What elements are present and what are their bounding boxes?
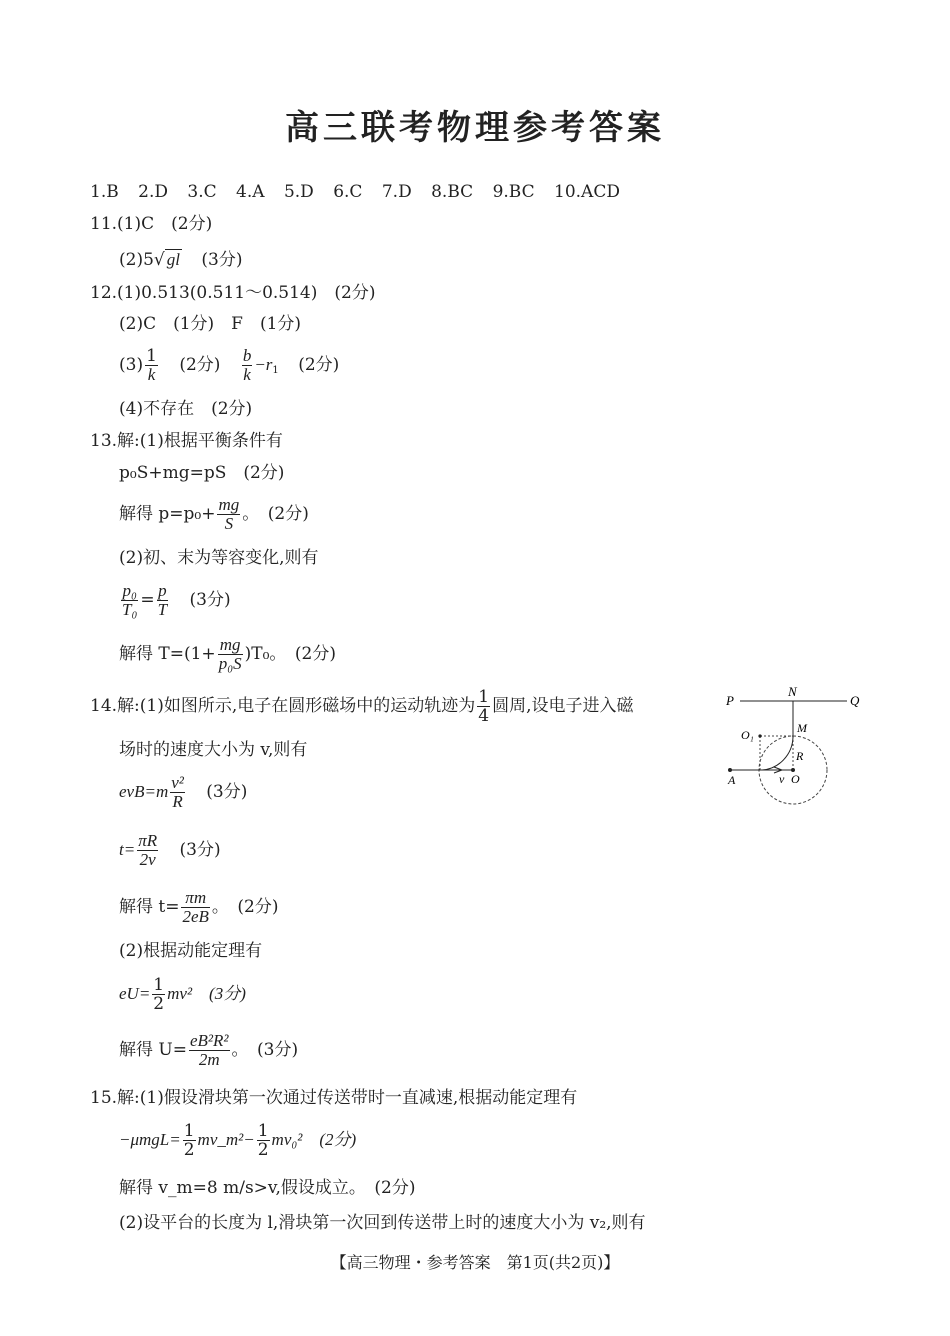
denominator: 2 bbox=[153, 994, 165, 1014]
denominator: T bbox=[157, 600, 168, 619]
subscript: 1 bbox=[272, 365, 279, 376]
q14-line1 bbox=[90, 688, 633, 725]
fraction bbox=[218, 636, 243, 673]
denominator: 2 bbox=[183, 1140, 195, 1160]
denominator: T₀ bbox=[122, 600, 138, 619]
label-o: O bbox=[791, 772, 800, 786]
numerator: mg bbox=[218, 495, 240, 514]
answer-4: 4.A bbox=[236, 182, 265, 202]
q15-line1: 15.解:(1)假设滑块第一次通过传送带时一直减速,根据动能定理有 bbox=[90, 1088, 578, 1108]
q12-line2: (2)C (1分) F (1分) bbox=[119, 314, 302, 334]
fraction bbox=[181, 889, 209, 926]
q11-line1: 11.(1)C (2分) bbox=[90, 214, 213, 234]
denominator: S bbox=[224, 514, 234, 533]
q13-line4: (2)初、末为等容变化,则有 bbox=[119, 548, 319, 568]
expr: 解得 p=p₀+ bbox=[119, 504, 216, 524]
q12-line4: (4)不存在 (2分) bbox=[119, 399, 253, 419]
fraction bbox=[257, 1122, 270, 1159]
score: (3分) bbox=[189, 590, 231, 610]
score: mv² (3分) bbox=[167, 984, 246, 1003]
q13-line5 bbox=[119, 582, 231, 619]
numerator: mg bbox=[218, 636, 243, 655]
q15-line4: (2)设平台的长度为 l,滑块第一次回到传送带上时的速度大小为 v₂,则有 bbox=[119, 1213, 646, 1233]
fraction bbox=[170, 774, 185, 811]
numerator: p bbox=[158, 581, 167, 600]
fraction bbox=[189, 1032, 230, 1069]
point-a bbox=[728, 768, 732, 772]
answer-2: 2.D bbox=[138, 182, 168, 202]
score: )T₀。 (2分) bbox=[244, 644, 336, 664]
denominator: p₀S bbox=[218, 654, 242, 673]
answer-3: 3.C bbox=[187, 182, 217, 202]
numerator: p₀ bbox=[122, 581, 137, 600]
electron-arc bbox=[760, 736, 793, 770]
q13-line6 bbox=[119, 636, 336, 673]
q11-score: (3分) bbox=[201, 250, 243, 270]
q14-line8 bbox=[119, 1032, 298, 1069]
expr: −μmgL= bbox=[119, 1130, 181, 1149]
denominator: 2m bbox=[198, 1050, 220, 1069]
numerator: πR bbox=[138, 831, 158, 850]
label-o1: O₁ bbox=[741, 728, 754, 742]
expr: −r bbox=[254, 355, 273, 374]
denominator: R bbox=[172, 792, 183, 811]
fraction bbox=[242, 347, 253, 384]
denominator: k bbox=[147, 365, 156, 384]
fraction bbox=[183, 1122, 196, 1159]
expr: 解得 T=(1+ bbox=[119, 644, 216, 664]
expr: eU= bbox=[119, 984, 151, 1003]
numerator: 1 bbox=[183, 1121, 195, 1141]
q14-line5 bbox=[119, 889, 279, 926]
numerator: 1 bbox=[257, 1121, 269, 1141]
denominator: 2eB bbox=[182, 907, 209, 926]
q14-line3 bbox=[119, 774, 247, 811]
answer-8: 8.BC bbox=[431, 182, 474, 202]
numerator: 1 bbox=[146, 346, 157, 366]
q11-part2-label: (2)5 bbox=[119, 250, 154, 270]
q14-line6: (2)根据动能定理有 bbox=[119, 941, 263, 961]
answer-7: 7.D bbox=[381, 182, 412, 202]
expr: evB=m bbox=[119, 782, 169, 801]
fraction bbox=[121, 582, 138, 619]
answer-9: 9.BC bbox=[492, 182, 535, 202]
q11-radicand: gl bbox=[166, 250, 180, 269]
numerator: 1 bbox=[478, 687, 490, 707]
score: (2分) bbox=[298, 355, 340, 375]
denominator: 4 bbox=[478, 706, 490, 726]
score: 。 (3分) bbox=[231, 1040, 299, 1060]
q14-line7 bbox=[119, 976, 246, 1013]
score: mv₀² (2分) bbox=[271, 1130, 357, 1149]
answer-6: 6.C bbox=[333, 182, 363, 202]
expr: 解得 U= bbox=[119, 1040, 187, 1060]
text: 圆周,设电子进入磁 bbox=[492, 696, 634, 716]
fraction bbox=[477, 688, 490, 725]
answer-10: 10.ACD bbox=[554, 182, 620, 202]
fraction bbox=[217, 496, 240, 533]
numerator: eB²R² bbox=[189, 1031, 229, 1050]
denominator: k bbox=[243, 365, 251, 384]
q12-part3-label: (3) bbox=[119, 355, 144, 375]
fraction bbox=[137, 832, 158, 869]
label-p: P bbox=[726, 693, 734, 708]
numerator: πm bbox=[181, 889, 209, 908]
answers-1-10 bbox=[90, 181, 620, 203]
q13-line3 bbox=[119, 496, 309, 533]
fraction bbox=[145, 347, 158, 384]
q14-line4 bbox=[119, 832, 221, 869]
q15-line3: 解得 v_m=8 m/s>v,假设成立。 (2分) bbox=[119, 1178, 416, 1198]
q12-line3 bbox=[119, 347, 339, 384]
numerator: v² bbox=[171, 773, 184, 792]
score: (3分) bbox=[206, 782, 248, 802]
label-q: Q bbox=[850, 693, 860, 708]
magnetic-field-diagram bbox=[722, 684, 872, 809]
q13-line1: 13.解:(1)根据平衡条件有 bbox=[90, 431, 283, 451]
score: 。 (2分) bbox=[211, 897, 279, 917]
score: 。 (2分) bbox=[242, 504, 309, 524]
label-v: v bbox=[779, 772, 785, 786]
page-footer: 【高三物理・参考答案 第1页(共2页)】 bbox=[330, 1253, 620, 1272]
text: 14.解:(1)如图所示,电子在圆形磁场中的运动轨迹为 bbox=[90, 696, 476, 716]
q14-line2: 场时的速度大小为 v,则有 bbox=[119, 740, 308, 760]
score: (2分) bbox=[179, 355, 221, 375]
numerator: b bbox=[242, 346, 252, 365]
expr: t= bbox=[119, 840, 136, 859]
fraction bbox=[157, 582, 168, 619]
label-a: A bbox=[728, 773, 736, 787]
fraction bbox=[152, 976, 165, 1013]
denominator: 2 bbox=[257, 1140, 269, 1160]
q15-line2 bbox=[119, 1122, 356, 1159]
expr: 解得 t= bbox=[119, 897, 180, 917]
answer-1: 1.B bbox=[90, 182, 119, 202]
point-o1 bbox=[758, 734, 761, 737]
denominator: 2v bbox=[139, 850, 156, 869]
label-r: R bbox=[796, 749, 804, 763]
label-m: M bbox=[797, 721, 807, 735]
page-title: 高三联考物理参考答案 bbox=[285, 108, 665, 148]
answer-5: 5.D bbox=[283, 182, 314, 202]
q11-line2 bbox=[119, 249, 242, 271]
sqrt-sign: √ bbox=[153, 250, 165, 270]
equals: = bbox=[140, 590, 155, 610]
q12-line1: 12.(1)0.513(0.511～0.514) (2分) bbox=[90, 283, 376, 303]
label-n: N bbox=[788, 684, 797, 699]
numerator: 1 bbox=[153, 975, 165, 995]
score: (3分) bbox=[179, 840, 221, 860]
expr: mv_m²− bbox=[197, 1130, 255, 1149]
q13-line2: p₀S+mg=pS (2分) bbox=[119, 463, 285, 483]
